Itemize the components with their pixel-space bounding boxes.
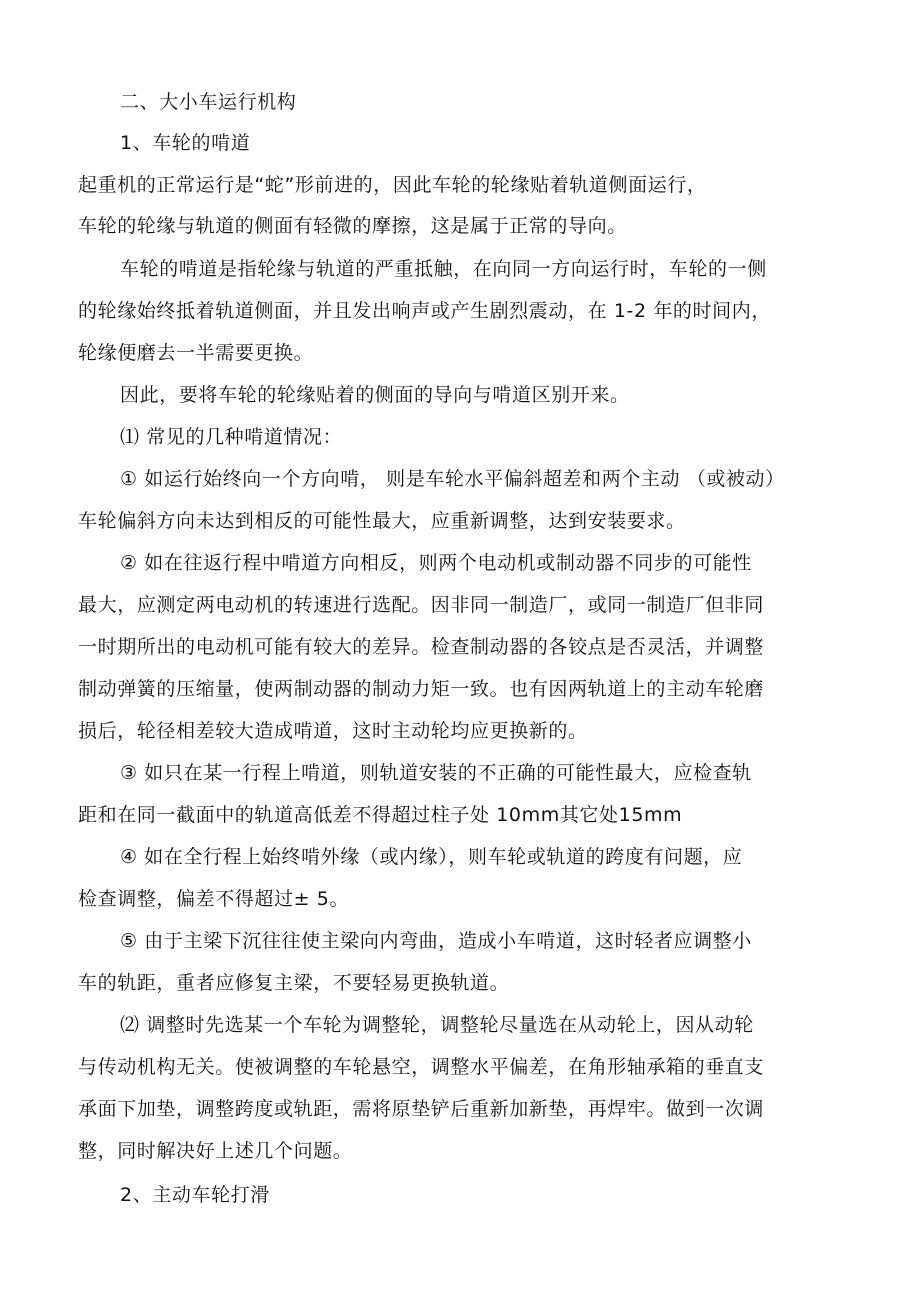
paragraph-line: 一时期所出的电动机可能有较大的差异。检查制动器的各铰点是否灵活，并调整 — [78, 636, 765, 658]
subsection-title: 1、车轮的啃道 — [120, 132, 251, 154]
paragraph-line: 车轮偏斜方向未达到相反的可能性最大，应重新调整，达到安装要求。 — [78, 510, 686, 532]
paragraph-line: 与传动机构无关。使被调整的车轮悬空，调整水平偏差，在角形轴承箱的垂直支 — [78, 1056, 765, 1078]
paragraph-line: 制动弹簧的压缩量，使两制动器的制动力矩一致。也有因两轨道上的主动车轮磨 — [78, 678, 765, 700]
paragraph-line: 最大，应测定两电动机的转速进行选配。因非同一制造厂，或同一制造厂但非同 — [78, 594, 765, 616]
paragraph-line: 损后，轮径相差较大造成啃道，这时主动轮均应更换新的。 — [78, 720, 588, 742]
paragraph-line: 车轮的轮缘与轨道的侧面有轻微的摩擦，这是属于正常的导向。 — [78, 215, 627, 237]
paragraph-line: 检查调整，偏差不得超过± 5。 — [78, 888, 350, 910]
paragraph-line: 承面下加垫，调整跨度或轨距，需将原垫铲后重新加新垫，再焊牢。做到一次调 — [78, 1098, 765, 1120]
subsection-title: 2、主动车轮打滑 — [120, 1184, 270, 1206]
paragraph-line: 距和在同一截面中的轨道高低差不得超过柱子处 10mm其它处15mm — [78, 804, 683, 826]
paragraph-line: ② 如在往返行程中啃道方向相反，则两个电动机或制动器不同步的可能性 — [120, 552, 752, 574]
paragraph-line: 轮缘便磨去一半需要更换。 — [78, 342, 314, 364]
paragraph-line: 车的轨距，重者应修复主梁，不要轻易更换轨道。 — [78, 972, 510, 994]
paragraph-line: ⑵ 调整时先选某一个车轮为调整轮，调整轮尽量选在从动轮上，因从动轮 — [120, 1014, 754, 1036]
paragraph-line: ① 如运行始终向一个方向啃， 则是车轮水平偏斜超差和两个主动 （或被动） — [120, 468, 785, 490]
paragraph-line: 的轮缘始终抵着轨道侧面，并且发出响声或产生剧烈震动，在 1-2 年的时间内， — [78, 300, 771, 322]
paragraph-line: 起重机的正常运行是“蛇”形前进的，因此车轮的轮缘贴着轨道侧面运行， — [78, 174, 707, 196]
paragraph-line: ③ 如只在某一行程上啃道，则轨道安装的不正确的可能性最大，应检查轨 — [120, 762, 752, 784]
paragraph-line: 车轮的啃道是指轮缘与轨道的严重抵触，在向同一方向运行时，车轮的一侧 — [120, 258, 767, 280]
paragraph-line: ④ 如在全行程上始终啃外缘（或内缘），则车轮或轨道的跨度有问题，应 — [120, 846, 743, 868]
paragraph-line: ⑤ 由于主梁下沉往往使主梁向内弯曲，造成小车啃道，这时轻者应调整小 — [120, 930, 752, 952]
list-item-title: ⑴ 常见的几种啃道情况： — [120, 426, 343, 448]
paragraph-line: 整，同时解决好上述几个问题。 — [78, 1140, 353, 1162]
paragraph-line: 因此，要将车轮的轮缘贴着的侧面的导向与啃道区别开来。 — [120, 384, 630, 406]
section-title: 二、大小车运行机构 — [120, 91, 297, 113]
